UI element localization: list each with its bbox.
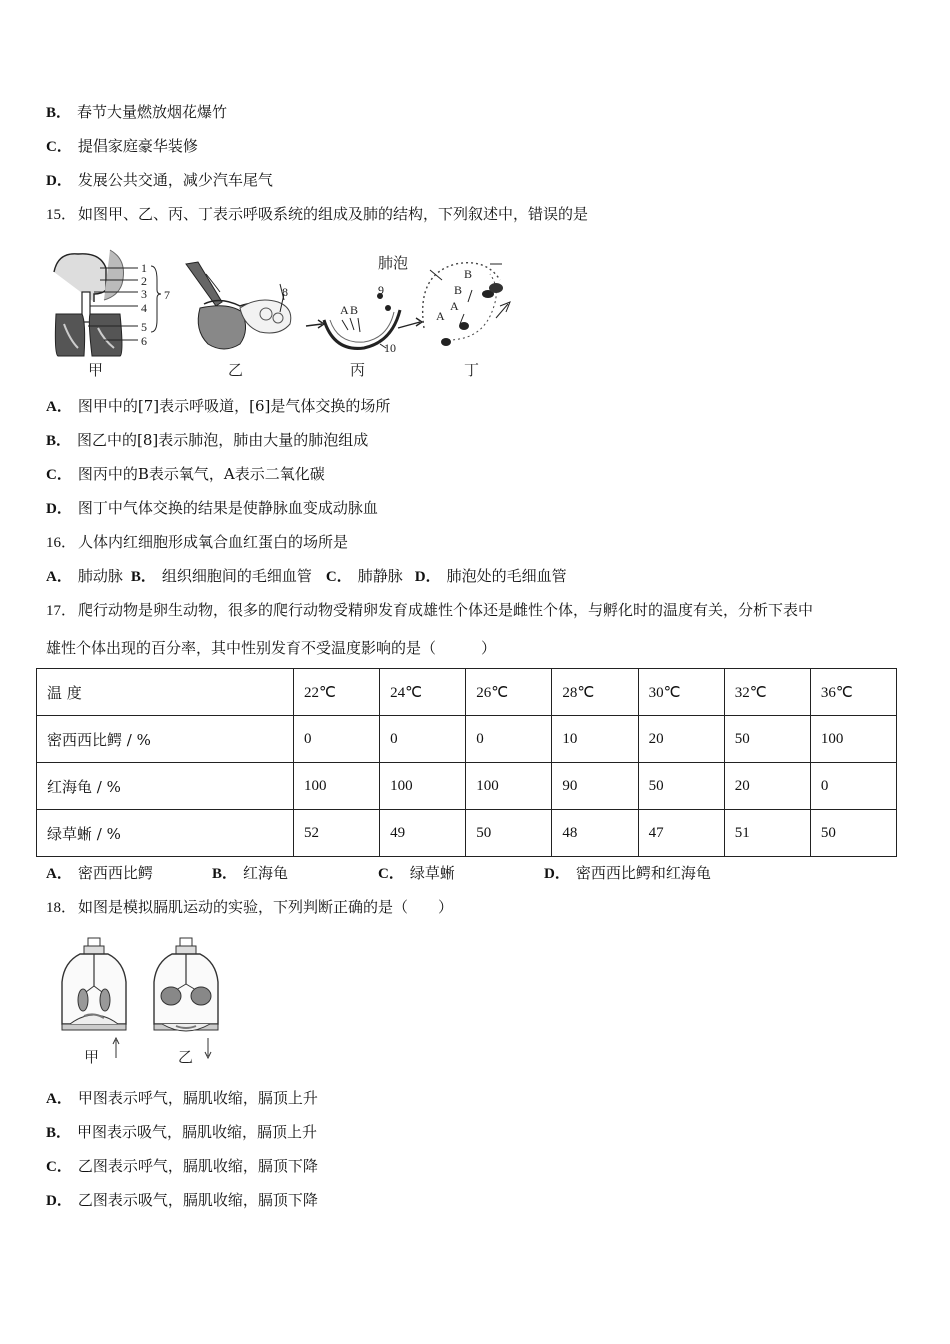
q16-stem: 16． 人体内红细胞形成氧合血红蛋白的场所是	[46, 533, 349, 551]
q17-option-a: A． 密西西比鳄	[46, 864, 153, 882]
label-3: 3	[141, 287, 147, 301]
q14-option-b: B． 春节大量燃放烟花爆竹	[46, 103, 228, 121]
q16-option-c: C． 肺静脉	[325, 567, 403, 585]
q14-option-d: D． 发展公共交通，减少汽车尾气	[46, 171, 273, 189]
table-row: 绿草蜥 / % 52 49 50 48 47 51 50	[37, 810, 897, 857]
q16-options	[46, 566, 567, 587]
caption-yi-18: 乙	[178, 1048, 194, 1066]
q15-option-b: B． 图乙中的[8]表示肺泡，肺由大量的肺泡组成	[46, 431, 369, 449]
figure-bing	[306, 283, 422, 379]
q15-stem: 15． 如图甲、乙、丙、丁表示呼吸系统的组成及肺的结构，下列叙述中，错误的是	[46, 205, 589, 223]
label-5: 5	[141, 320, 147, 334]
label-4: 4	[141, 301, 147, 315]
q18-option-a: A． 甲图表示呼气，膈肌收缩，膈顶上升	[46, 1089, 318, 1107]
respiratory-system-figure	[44, 244, 524, 382]
q17-option-c: C． 绿草蜥	[378, 864, 455, 882]
q17-option-d: D． 密西西比鳄和红海龟	[544, 864, 711, 882]
q18-option-d: D． 乙图表示吸气，膈肌收缩，膈顶下降	[46, 1191, 318, 1209]
label-gas-a: A	[340, 303, 349, 317]
q18-option-b: B． 甲图表示吸气，膈肌收缩，膈顶上升	[46, 1123, 318, 1141]
q15-option-c: C． 图丙中的B表示氧气，A表示二氧化碳	[46, 465, 325, 483]
svg-text:B: B	[454, 283, 463, 297]
q17-stem-line1: 17． 爬行动物是卵生动物，很多的爬行动物受精卵发育成雄性个体还是雌性个体，与孵化时的温度有关，分析下表中	[46, 601, 814, 619]
table-header-row: 温 度 22℃ 24℃ 26℃ 28℃ 30℃ 32℃ 36℃	[37, 669, 897, 716]
label-alveolus: 肺泡	[378, 254, 409, 272]
caption-yi: 乙	[228, 361, 244, 379]
label-6: 6	[141, 334, 147, 348]
q18-stem: 18． 如图是模拟膈肌运动的实验，下列判断正确的是（ ）	[46, 898, 454, 916]
bell-jar-yi	[154, 938, 218, 1066]
bell-jar-jia	[62, 938, 126, 1066]
table-row: 密西西比鳄 / % 0 0 0 10 20 50 100	[37, 716, 897, 763]
q14-option-c: C． 提倡家庭豪华装修	[46, 137, 198, 155]
q18-option-c: C． 乙图表示呼气，膈肌收缩，膈顶下降	[46, 1157, 318, 1175]
label-gas-b: B	[350, 303, 359, 317]
label-gas-a-ding: A	[436, 309, 445, 323]
sex-ratio-table	[36, 668, 897, 857]
q17-option-b: B． 红海龟	[212, 864, 289, 882]
svg-text:A: A	[450, 299, 459, 313]
label-2: 2	[141, 274, 147, 288]
label-10: 10	[384, 341, 396, 355]
caption-jia: 甲	[88, 361, 104, 379]
caption-ding: 丁	[464, 361, 480, 379]
diaphragm-model-figure	[50, 934, 240, 1070]
q16-option-b: B． 组织细胞间的毛细血管	[130, 567, 312, 585]
q15-option-a: A． 图甲中的[7]表示呼吸道，[6]是气体交换的场所	[46, 397, 391, 415]
q17-options	[46, 863, 711, 884]
q15-option-d: D． 图丁中气体交换的结果是使静脉血变成动脉血	[46, 499, 378, 517]
table-row: 红海龟 / % 100 100 100 90 50 20 0	[37, 763, 897, 810]
label-9: 9	[378, 283, 384, 297]
q16-option-a: A． 肺动脉	[46, 567, 123, 585]
label-gas-b-ding: B	[464, 267, 473, 281]
q16-option-d: D． 肺泡处的毛细血管	[414, 567, 567, 585]
caption-jia-18: 甲	[84, 1048, 100, 1066]
figure-jia	[54, 250, 170, 379]
label-7: 7	[164, 288, 170, 302]
label-1: 1	[141, 261, 147, 275]
figure-yi	[186, 262, 291, 379]
caption-bing: 丙	[350, 361, 366, 379]
label-8: 8	[282, 285, 288, 299]
q17-stem-line2: 雄性个体出现的百分率，其中性别发育不受温度影响的是（ ）	[46, 639, 497, 657]
